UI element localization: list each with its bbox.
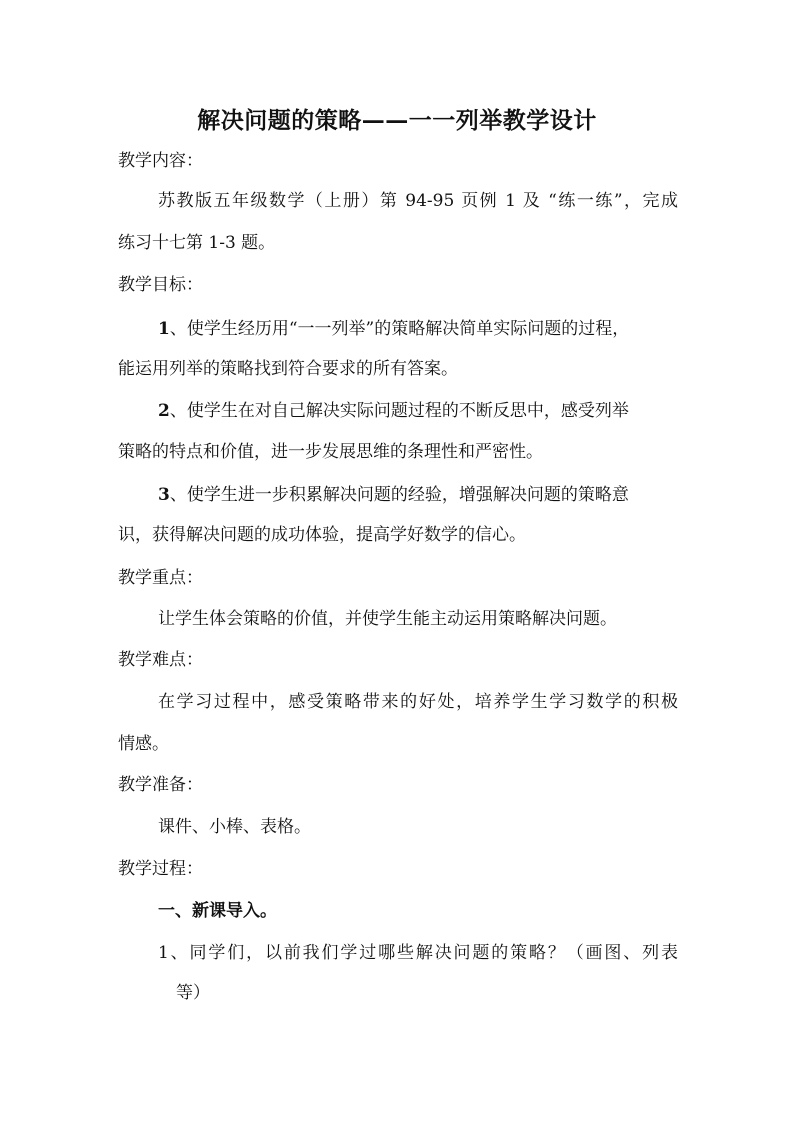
content-heading: 教学内容： bbox=[118, 151, 203, 171]
step-1-item-1-line-2: 等） bbox=[176, 983, 210, 1003]
document-title: 解决问题的策略——一一列举教学设计 bbox=[197, 107, 597, 134]
difficulty-line-1: 在学习过程中，感受策略带来的好处，培养学生学习数学的积极 bbox=[158, 692, 678, 712]
difficulty-heading: 教学难点： bbox=[118, 650, 203, 670]
goals-heading: 教学目标： bbox=[118, 275, 203, 295]
goal-3-line-2: 识，获得解决问题的成功体验，提高学好数学的信心。 bbox=[118, 525, 526, 545]
goal-1-text: 、使学生经历用“一一列举”的策略解决简单实际问题的过程， bbox=[169, 319, 630, 339]
goal-2-number: 2 bbox=[158, 401, 170, 421]
step-1-heading: 一、新课导入。 bbox=[158, 901, 277, 921]
goal-2-line-1 bbox=[158, 398, 678, 424]
content-text-line-2: 练习十七第 1-3 题。 bbox=[118, 233, 276, 253]
step-1-item-1-line-1: 1、同学们，以前我们学过哪些解决问题的策略？（画图、列表 bbox=[158, 943, 678, 963]
key-heading: 教学重点： bbox=[118, 568, 203, 588]
content-text-line-1: 苏教版五年级数学（上册）第 94-95 页例 1 及 “练一练”，完成 bbox=[158, 191, 678, 211]
goal-1-line-1 bbox=[158, 316, 678, 342]
goal-3-text: 、使学生进一步积累解决问题的经验，增强解决问题的策略意 bbox=[169, 485, 629, 505]
goal-2-line-2: 策略的特点和价值，进一步发展思维的条理性和严密性。 bbox=[118, 442, 543, 462]
goal-2-text: 、使学生在对自己解决实际问题过程的不断反思中，感受列举 bbox=[169, 401, 629, 421]
key-text: 让学生体会策略的价值，并使学生能主动运用策略解决问题。 bbox=[158, 609, 617, 629]
prep-text: 课件、小棒、表格。 bbox=[158, 817, 311, 837]
goal-3-number: 3 bbox=[158, 485, 170, 505]
goal-1-number: 1 bbox=[158, 319, 170, 339]
difficulty-line-2: 情感。 bbox=[118, 734, 169, 754]
goal-1-line-2: 能运用列举的策略找到符合要求的所有答案。 bbox=[118, 359, 458, 379]
goal-3-line-1 bbox=[158, 482, 678, 508]
prep-heading: 教学准备： bbox=[118, 775, 203, 795]
process-heading: 教学过程： bbox=[118, 859, 203, 879]
